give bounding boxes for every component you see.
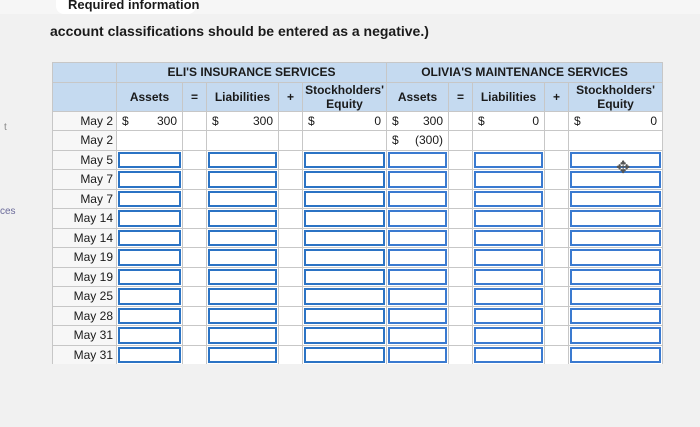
eq-blank — [449, 111, 473, 131]
olivia-assets-cell: $ (300) — [387, 131, 449, 151]
eli-assets-input[interactable] — [117, 306, 183, 326]
plus-blank — [545, 306, 569, 326]
eli-se-input[interactable] — [303, 189, 387, 209]
required-info-label: Required information — [68, 0, 200, 12]
plus-blank — [545, 248, 569, 268]
olivia-se-input[interactable] — [569, 326, 663, 346]
table-row — [53, 306, 663, 326]
eli-liabilities-input[interactable] — [207, 228, 279, 248]
plus-blank — [279, 306, 303, 326]
eli-assets-input[interactable] — [117, 287, 183, 307]
table-row — [53, 189, 663, 209]
eli-se-cell — [303, 131, 387, 151]
olivia-liabilities-input[interactable] — [473, 345, 545, 365]
eli-equals-sign: = — [183, 82, 207, 111]
olivia-se-input[interactable] — [569, 248, 663, 268]
eli-liabilities-input[interactable] — [207, 209, 279, 229]
row-date: May 31 — [53, 345, 117, 365]
olivia-liabilities-input[interactable] — [473, 228, 545, 248]
eli-assets-input[interactable] — [117, 248, 183, 268]
eq-blank — [183, 306, 207, 326]
eli-company-title: ELI'S INSURANCE SERVICES — [117, 63, 387, 83]
olivia-assets-input[interactable] — [387, 170, 449, 190]
eq-blank — [183, 267, 207, 287]
olivia-liabilities-input[interactable] — [473, 306, 545, 326]
eli-assets-input[interactable] — [117, 209, 183, 229]
eli-se-header: Stockholders' Equity — [303, 82, 387, 111]
eli-se-input[interactable] — [303, 326, 387, 346]
eli-assets-input[interactable] — [117, 267, 183, 287]
eli-assets-input[interactable] — [117, 326, 183, 346]
eq-blank — [183, 150, 207, 170]
olivia-assets-input[interactable] — [387, 150, 449, 170]
olivia-se-cell: $ 0 — [569, 111, 663, 131]
plus-blank — [279, 131, 303, 151]
table-row — [53, 287, 663, 307]
table-row — [53, 150, 663, 170]
plus-blank — [279, 287, 303, 307]
row-date: May 14 — [53, 209, 117, 229]
eq-blank — [183, 326, 207, 346]
row-date: May 7 — [53, 170, 117, 190]
row-date: May 5 — [53, 150, 117, 170]
side-fragment-1: t — [4, 122, 7, 133]
olivia-liabilities-input[interactable] — [473, 267, 545, 287]
olivia-assets-input[interactable] — [387, 326, 449, 346]
row-date: May 2 — [53, 131, 117, 151]
plus-blank — [279, 267, 303, 287]
transaction-table — [52, 62, 663, 365]
plus-blank — [545, 287, 569, 307]
olivia-equals-sign: = — [449, 82, 473, 111]
eq-blank — [449, 189, 473, 209]
eli-assets-cell — [117, 131, 183, 151]
table-row — [53, 267, 663, 287]
eli-plus-sign: + — [279, 82, 303, 111]
plus-blank — [279, 111, 303, 131]
eq-blank — [449, 150, 473, 170]
eli-liabilities-input[interactable] — [207, 170, 279, 190]
eq-blank — [449, 326, 473, 346]
table-row — [53, 248, 663, 268]
table-row — [53, 228, 663, 248]
eq-blank — [183, 170, 207, 190]
plus-blank — [545, 131, 569, 151]
olivia-assets-input[interactable] — [387, 248, 449, 268]
row-date: May 7 — [53, 189, 117, 209]
eli-liabilities-input[interactable] — [207, 306, 279, 326]
eq-blank — [449, 209, 473, 229]
eli-se-input[interactable] — [303, 248, 387, 268]
olivia-assets-input[interactable] — [387, 209, 449, 229]
olivia-company-title: OLIVIA'S MAINTENANCE SERVICES — [387, 63, 663, 83]
olivia-liabilities-input[interactable] — [473, 150, 545, 170]
plus-blank — [279, 248, 303, 268]
row-date: May 19 — [53, 248, 117, 268]
olivia-se-header: Stockholders' Equity — [569, 82, 663, 111]
eli-se-cell: $ 0 — [303, 111, 387, 131]
row-date: May 31 — [53, 326, 117, 346]
table-row — [53, 345, 663, 365]
instruction-text: account classifications should be entered as a negative.) — [50, 23, 429, 39]
eq-blank — [449, 306, 473, 326]
plus-blank — [545, 170, 569, 190]
eq-blank — [183, 248, 207, 268]
table-row — [53, 209, 663, 229]
eq-blank — [183, 345, 207, 365]
eli-se-input[interactable] — [303, 287, 387, 307]
plus-blank — [279, 150, 303, 170]
olivia-se-input[interactable] — [569, 228, 663, 248]
eli-liabilities-input[interactable] — [207, 189, 279, 209]
olivia-se-input[interactable] — [569, 306, 663, 326]
olivia-assets-input[interactable] — [387, 287, 449, 307]
bottom-background — [0, 364, 700, 427]
plus-blank — [545, 209, 569, 229]
olivia-liabilities-input[interactable] — [473, 248, 545, 268]
plus-blank — [545, 150, 569, 170]
table-row — [53, 131, 663, 151]
plus-blank — [545, 267, 569, 287]
eli-assets-header: Assets — [117, 82, 183, 111]
olivia-plus-sign: + — [545, 82, 569, 111]
side-fragment-2: ces — [0, 206, 16, 217]
olivia-liabilities-input[interactable] — [473, 209, 545, 229]
table-row — [53, 170, 663, 190]
row-date: May 2 — [53, 111, 117, 131]
eq-blank — [449, 131, 473, 151]
olivia-se-input[interactable] — [569, 287, 663, 307]
eli-assets-input[interactable] — [117, 170, 183, 190]
eq-blank — [449, 287, 473, 307]
eq-blank — [183, 189, 207, 209]
eli-se-input[interactable] — [303, 150, 387, 170]
eli-liabilities-header: Liabilities — [207, 82, 279, 111]
eq-blank — [449, 345, 473, 365]
olivia-liabilities-input[interactable] — [473, 170, 545, 190]
eli-liabilities-cell — [207, 131, 279, 151]
plus-blank — [545, 345, 569, 365]
eq-blank — [183, 131, 207, 151]
row-date: May 28 — [53, 306, 117, 326]
olivia-se-input[interactable] — [569, 209, 663, 229]
olivia-liabilities-cell — [473, 131, 545, 151]
plus-blank — [279, 326, 303, 346]
plus-blank — [279, 189, 303, 209]
plus-blank — [279, 209, 303, 229]
header-blank — [53, 63, 117, 83]
eli-liabilities-input[interactable] — [207, 267, 279, 287]
header-blank-2 — [53, 82, 117, 111]
eli-se-input[interactable] — [303, 170, 387, 190]
plus-blank — [545, 189, 569, 209]
row-date: May 14 — [53, 228, 117, 248]
eli-liabilities-cell: $ 300 — [207, 111, 279, 131]
plus-blank — [279, 228, 303, 248]
olivia-assets-input[interactable] — [387, 267, 449, 287]
olivia-assets-cell: $ 300 — [387, 111, 449, 131]
olivia-se-input[interactable] — [569, 189, 663, 209]
eli-liabilities-input[interactable] — [207, 287, 279, 307]
transaction-table-container — [52, 62, 662, 364]
eq-blank — [449, 170, 473, 190]
plus-blank — [545, 228, 569, 248]
olivia-se-cell — [569, 131, 663, 151]
eli-assets-input[interactable] — [117, 189, 183, 209]
plus-blank — [545, 326, 569, 346]
olivia-assets-input[interactable] — [387, 228, 449, 248]
olivia-se-input[interactable] — [569, 345, 663, 365]
eli-liabilities-input[interactable] — [207, 150, 279, 170]
olivia-liabilities-input[interactable] — [473, 326, 545, 346]
eli-assets-cell: $ 300 — [117, 111, 183, 131]
eq-blank — [183, 209, 207, 229]
eq-blank — [183, 287, 207, 307]
row-date: May 19 — [53, 267, 117, 287]
eli-liabilities-input[interactable] — [207, 248, 279, 268]
eq-blank — [449, 267, 473, 287]
eli-se-input[interactable] — [303, 209, 387, 229]
eli-se-input[interactable] — [303, 267, 387, 287]
row-date: May 25 — [53, 287, 117, 307]
eli-se-input[interactable] — [303, 345, 387, 365]
olivia-liabilities-cell: $ 0 — [473, 111, 545, 131]
eli-assets-input[interactable] — [117, 228, 183, 248]
eq-blank — [183, 228, 207, 248]
olivia-liabilities-input[interactable] — [473, 287, 545, 307]
table-row — [53, 326, 663, 346]
eli-se-input[interactable] — [303, 228, 387, 248]
eq-blank — [449, 248, 473, 268]
olivia-se-input[interactable] — [569, 267, 663, 287]
plus-blank — [545, 111, 569, 131]
plus-blank — [279, 345, 303, 365]
eli-liabilities-input[interactable] — [207, 326, 279, 346]
eq-blank — [183, 111, 207, 131]
move-cursor-icon: ✥ — [616, 158, 631, 177]
olivia-assets-header: Assets — [387, 82, 449, 111]
olivia-liabilities-input[interactable] — [473, 189, 545, 209]
table-row — [53, 111, 663, 131]
olivia-liabilities-header: Liabilities — [473, 82, 545, 111]
eli-assets-input[interactable] — [117, 150, 183, 170]
olivia-assets-input[interactable] — [387, 345, 449, 365]
eli-assets-input[interactable] — [117, 345, 183, 365]
olivia-assets-input[interactable] — [387, 306, 449, 326]
eq-blank — [449, 228, 473, 248]
olivia-assets-input[interactable] — [387, 189, 449, 209]
eli-liabilities-input[interactable] — [207, 345, 279, 365]
plus-blank — [279, 170, 303, 190]
eli-se-input[interactable] — [303, 306, 387, 326]
